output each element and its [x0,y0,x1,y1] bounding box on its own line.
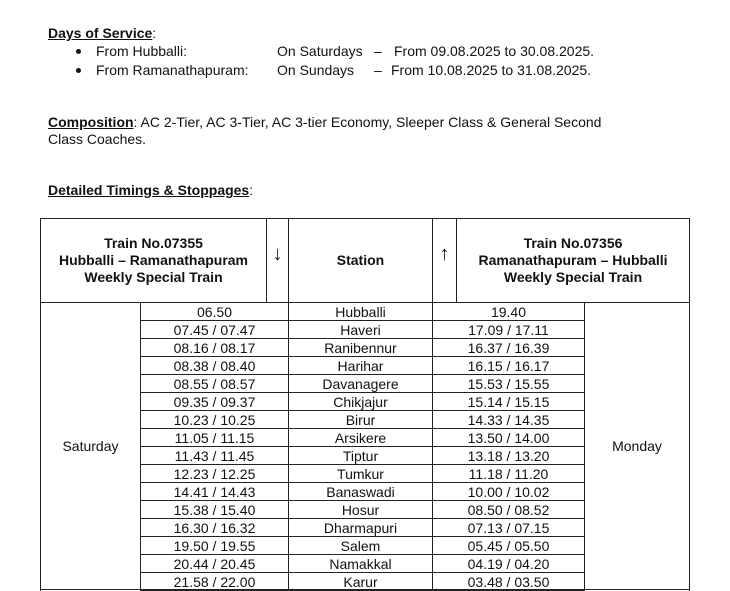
station-cell: Hubballi [335,304,386,320]
left-train-header [41,219,266,302]
up-time-cell: 11.18 / 11.20 [468,466,549,482]
composition-line [48,114,684,130]
down-time-cell: 11.05 / 11.15 [174,430,255,446]
days-of-service-title [48,25,156,41]
station-cell: Dharmapuri [323,520,398,536]
service-from-label: From Ramanathapuram: [96,62,249,78]
up-time-cell: 07.13 / 07.15 [467,520,550,536]
service-date-range: From 10.08.2025 to 31.08.2025. [391,62,592,78]
up-time-cell: 14.33 / 14.35 [467,412,550,428]
station-cell: Salem [340,538,381,554]
station-cell: Haveri [340,322,381,338]
station-cell: Tiptur [342,448,379,464]
down-time-cell: 08.38 / 08.40 [173,358,256,374]
timings-title [48,182,253,198]
composition-text: : AC 2-Tier, AC 3-Tier, AC 3-tier Economy, Sleeper Class & General Second [133,114,602,130]
down-time-cell: 16.30 / 16.32 [173,520,256,536]
days-of-service-heading: Days of Service [48,25,153,41]
left-day-label: Saturday [62,438,119,454]
up-time-cell: 03.48 / 03.50 [467,574,550,590]
left-train-type: Weekly Special Train [84,269,223,285]
up-time-cell: 10.00 / 10.02 [467,484,550,500]
down-time-cell: 07.45 / 07.47 [173,322,256,338]
up-time-cell: 13.50 / 14.00 [467,430,550,446]
down-time-cell: 21.58 / 22.00 [173,574,256,590]
table-line [689,218,690,591]
down-time-cell: 08.55 / 08.57 [173,376,256,392]
service-date-range: From 09.08.2025 to 30.08.2025. [394,43,595,59]
up-time-cell: 08.50 / 08.52 [467,502,550,518]
station-cell: Davanagere [322,376,399,392]
up-time-cell: 15.14 / 15.15 [467,394,550,410]
service-day: On Saturdays [277,43,363,59]
down-time-cell: 12.23 / 12.25 [173,466,256,482]
down-time-cell: 19.50 / 19.55 [173,538,256,554]
station-cell: Ranibennur [324,340,397,356]
down-time-cell: 06.50 [196,304,233,320]
service-from-label: From Hubballi: [96,43,188,59]
composition-label-group [48,114,601,130]
station-cell: Karur [343,574,378,590]
down-time-cell: 10.23 / 10.25 [173,412,256,428]
right-train-header [457,219,689,302]
composition-text-cont: Class Coaches. [48,131,147,147]
service-dash: – [374,43,382,59]
timings-heading: Detailed Timings & Stoppages [48,182,250,198]
down-time-cell: 14.41 / 14.43 [173,484,256,500]
station-cell: Harihar [337,358,384,374]
station-cell: Banaswadi [326,484,395,500]
service-dash: – [374,62,382,78]
up-time-cell: 17.09 / 17.11 [468,322,549,338]
down-time-cell: 15.38 / 15.40 [173,502,256,518]
right-train-number: Train No.07356 [523,235,623,251]
station-header: Station [336,252,385,268]
down-time-cell: 11.43 / 11.45 [174,448,255,464]
up-arrow-icon: ↑ [439,242,450,265]
up-time-cell: 13.18 / 13.20 [467,448,550,464]
station-cell: Tumkur [337,466,384,482]
station-cell: Namakkal [329,556,392,572]
timings-heading-colon: : [249,182,254,198]
down-time-cell: 09.35 / 09.37 [173,394,256,410]
up-time-cell: 15.53 / 15.55 [467,376,550,392]
up-time-cell: 16.37 / 16.39 [467,340,550,356]
right-day-label: Monday [612,438,662,454]
left-train-number: Train No.07355 [104,235,203,251]
days-heading-colon: : [152,25,157,41]
right-train-type: Weekly Special Train [503,269,643,285]
down-time-cell: 20.44 / 20.45 [173,556,256,572]
bullet-icon [76,68,81,73]
down-time-cell: 08.16 / 08.17 [173,340,256,356]
down-arrow-icon: ↓ [272,242,283,265]
composition-heading: Composition [48,114,134,130]
up-time-cell: 16.15 / 16.17 [467,358,550,374]
right-train-route: Ramanathapuram – Hubballi [478,252,668,268]
up-time-cell: 04.19 / 04.20 [467,556,550,572]
up-time-cell: 19.40 [490,304,527,320]
bullet-icon [76,49,81,54]
service-day: On Sundays [277,62,355,78]
station-cell: Birur [345,412,376,428]
left-train-route: Hubballi – Ramanathapuram [58,252,249,268]
station-cell: Hosur [341,502,380,518]
up-time-cell: 05.45 / 05.50 [467,538,550,554]
station-cell: Chikjajur [333,394,388,410]
station-cell: Arsikere [334,430,387,446]
